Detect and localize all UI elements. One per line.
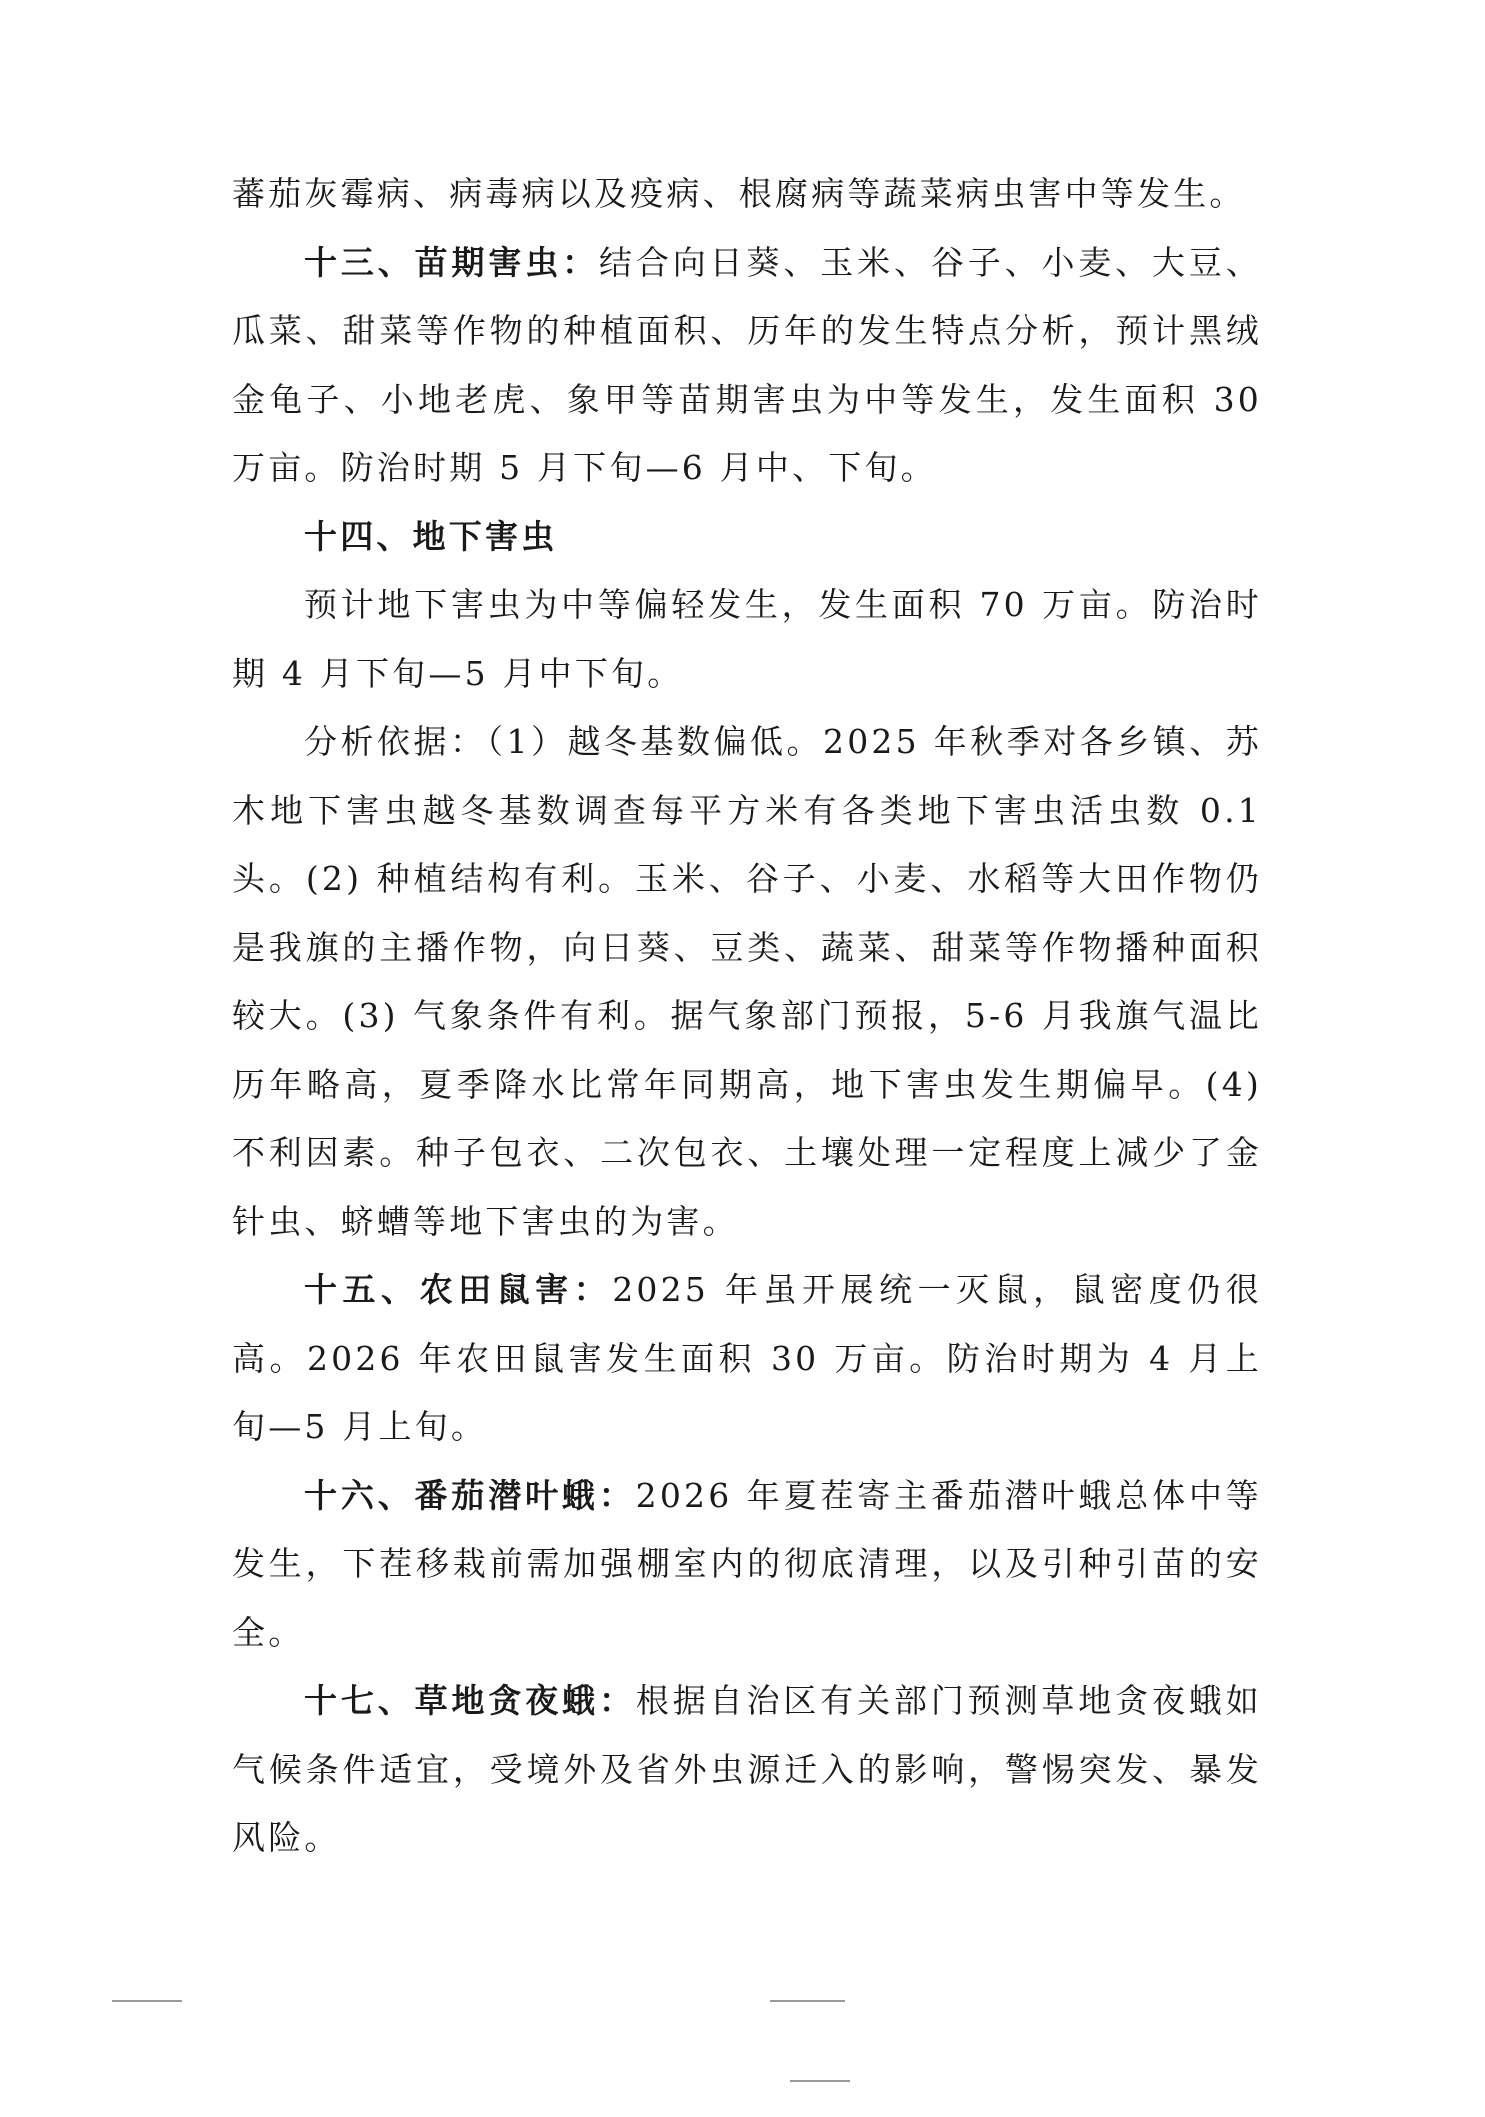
scan-speck xyxy=(790,2080,850,2082)
paragraph-underground-forecast xyxy=(232,571,1262,708)
paragraph-underground-pests-heading xyxy=(232,503,1262,572)
paragraph-analysis-basis xyxy=(232,708,1262,1256)
paragraph-tomato-leafminer xyxy=(232,1462,1262,1668)
section-heading-13: 十三、苗期害虫： xyxy=(304,242,599,282)
paragraph-text: 结合向日葵、玉米、谷子、小麦、大豆、瓜菜、甜菜等作物的种植面积、历年的发生特点分析，预计黑绒金龟子、小地老虎、象甲等苗期害虫为中等发生，发生面积 30 万亩。防治时期 5 月下旬—6 月中、下旬。 xyxy=(232,242,1262,487)
paragraph-text: 2026 年夏茬寄主番茄潜叶蛾总体中等发生，下茬移栽前需加强棚室内的彻底清理，以及引种引苗的安全。 xyxy=(232,1475,1262,1652)
paragraph-text: 根据自治区有关部门预测草地贪夜蛾如气候条件适宜，受境外及省外虫源迁入的影响，警惕突发、暴发风险。 xyxy=(232,1681,1262,1857)
paragraph-fall-armyworm xyxy=(232,1667,1262,1873)
section-heading-14: 十四、地下害虫 xyxy=(304,516,558,556)
scan-speck xyxy=(770,2000,845,2002)
paragraph-rodent-damage xyxy=(232,1256,1262,1462)
paragraph-text: 分析依据：（1）越冬基数偏低。2025 年秋季对各乡镇、苏木地下害虫越冬基数调查每平方米有各类地下害虫活虫数 0.1 头。(2) 种植结构有利。玉米、谷子、小麦、水稻等大田作物仍是我旗的主播作物，向日葵、豆类、蔬菜、甜菜等作物播种面积较大。(3) 气象条件有利。据气象部门预报，5-6 月我旗气温比历年略高，夏季降水比常年同期高，地下害虫发生期偏早。(4) 不利因素。种子包衣、二次包衣、土壤处理一定程度上减少了金针虫、蛴螬等地下害虫的为害。 xyxy=(232,722,1262,1241)
document-body xyxy=(232,160,1262,1873)
paragraph-text: 蕃茄灰霉病、病毒病以及疫病、根腐病等蔬菜病虫害中等发生。 xyxy=(232,174,1246,213)
paragraph-text: 预计地下害虫为中等偏轻发生，发生面积 70 万亩。防治时期 4 月下旬—5 月中下旬。 xyxy=(232,585,1262,693)
paragraph-text: 2025 年虽开展统一灭鼠，鼠密度仍很高。2026 年农田鼠害发生面积 30 万亩。防治时期为 4 月上旬—5 月上旬。 xyxy=(232,1270,1262,1446)
paragraph-seedling-pests xyxy=(232,229,1262,503)
section-heading-16: 十六、番茄潜叶蛾： xyxy=(304,1475,636,1515)
paragraph-vegetable-diseases xyxy=(232,160,1262,229)
section-heading-17: 十七、草地贪夜蛾： xyxy=(304,1681,636,1720)
scan-speck xyxy=(112,2000,182,2002)
section-heading-15: 十五、农田鼠害： xyxy=(304,1270,613,1309)
